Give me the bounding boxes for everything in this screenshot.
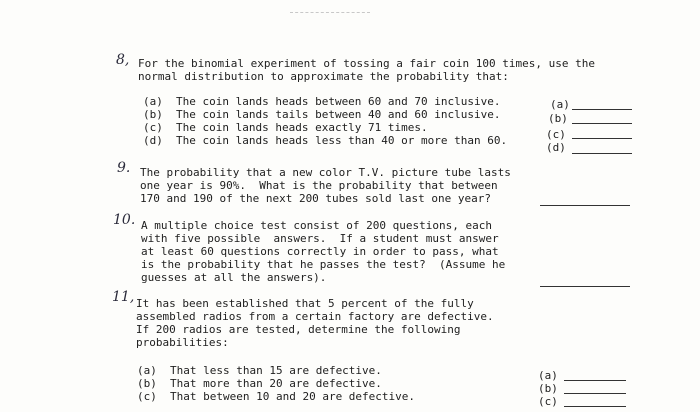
q10-line-4: is the probability that he passes the test? (Assume he (141, 258, 506, 271)
q8-item-b-text: The coin lands tails between 40 and 60 inclusive. (176, 108, 501, 121)
q11-line-3: If 200 radios are tested, determine the following (136, 323, 461, 336)
q8-answer-a-label: (a) (550, 98, 570, 111)
q8-item-c-text: The coin lands heads exactly 71 times. (176, 121, 428, 134)
q11-answer-b-line[interactable] (564, 393, 626, 394)
q9-line-1: The probability that a new color T.V. picture tube lasts (140, 166, 511, 179)
q8-answer-d-label: (d) (546, 141, 566, 154)
q8-number: 8, (116, 52, 130, 68)
q11-item-b-label: (b) (137, 377, 157, 390)
q8-stem-line-1: For the binomial experiment of tossing a fair coin 100 times, use the (138, 57, 595, 70)
q8-stem-line-2: normal distribution to approximate the probability that: (138, 70, 509, 83)
q8-item-d-text: The coin lands heads less than 40 or more than 60. (176, 134, 508, 147)
q10-answer-line[interactable] (540, 286, 630, 287)
q9-line-3: 170 and 190 of the next 200 tubes sold last one year? (140, 192, 491, 205)
q8-answer-d-line[interactable] (572, 153, 632, 154)
q8-answer-b-label: (b) (548, 112, 568, 125)
q8-item-c-label: (c) (143, 121, 163, 134)
q11-item-b-text: That more than 20 are defective. (170, 377, 382, 390)
q8-item-b-label: (b) (143, 108, 163, 121)
q11-answer-a-line[interactable] (564, 380, 626, 381)
q11-item-c-text: That between 10 and 20 are defective. (170, 390, 416, 403)
q11-answer-c-line[interactable] (564, 406, 626, 407)
q8-item-a-text: The coin lands heads between 60 and 70 inclusive. (176, 95, 501, 108)
q11-item-a-label: (a) (137, 364, 157, 377)
q8-item-d-label: (d) (143, 134, 163, 147)
q9-line-2: one year is 90%. What is the probability that between (140, 179, 498, 192)
q8-answer-a-line[interactable] (572, 109, 632, 110)
q10-line-2: with five possible answers. If a student must answer (141, 232, 499, 245)
q10-line-1: A multiple choice test consist of 200 questions, each (141, 219, 492, 232)
q8-item-a-label: (a) (143, 95, 163, 108)
q11-item-a-text: That less than 15 are defective. (170, 364, 382, 377)
q9-answer-line[interactable] (540, 205, 630, 206)
q8-answer-c-label: (c) (546, 128, 566, 141)
q11-item-c-label: (c) (137, 390, 157, 403)
q11-answer-b-label: (b) (538, 382, 558, 395)
q8-answer-c-line[interactable] (572, 138, 632, 139)
q11-line-1: It has been established that 5 percent of the fully (136, 297, 474, 310)
q10-line-3: at least 60 questions correctly in order to pass, what (141, 245, 499, 258)
q11-answer-a-label: (a) (538, 369, 558, 382)
q8-answer-b-line[interactable] (572, 123, 632, 124)
q11-line-4: probabilities: (136, 336, 229, 349)
q11-answer-c-label: (c) (538, 395, 558, 408)
q11-line-2: assembled radios from a certain factory are defective. (136, 310, 494, 323)
q10-line-5: guesses at all the answers). (141, 271, 327, 284)
q9-number: 9. (117, 160, 131, 176)
q11-number: 11, (112, 289, 135, 305)
q10-number: 10. (113, 212, 136, 228)
top-scan-mark (290, 12, 370, 13)
